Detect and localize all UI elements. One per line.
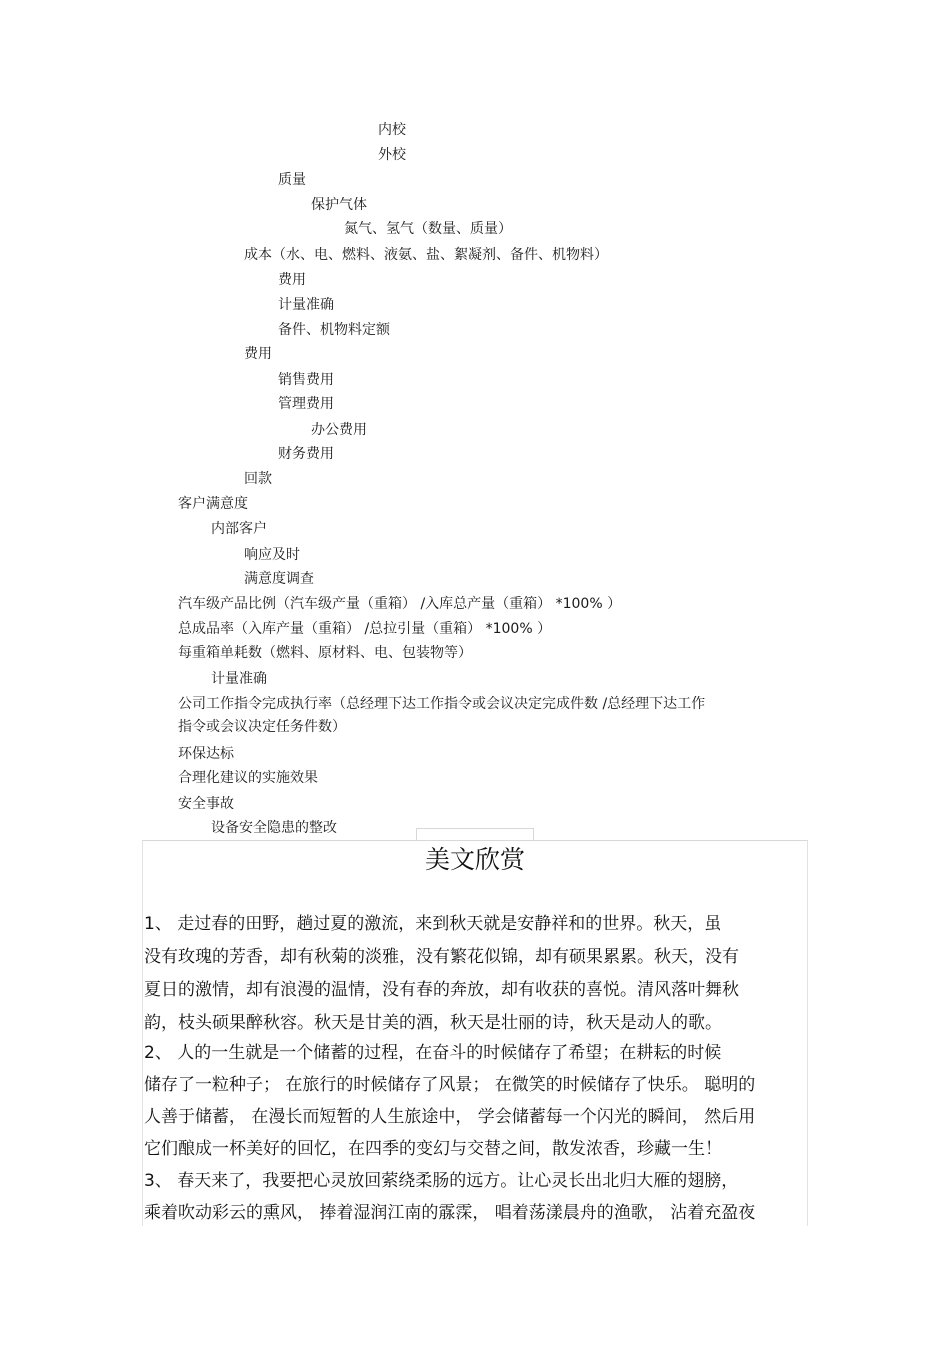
- outline-item-auto-grade-ratio: 汽车级产品比例（汽车级产量（重箱） /入库总产量（重箱） *100% ）: [178, 596, 622, 612]
- essay-line: 夏日的激情，却有浪漫的温情，没有春的奔放，却有收获的喜悦。清风落叶舞秋: [144, 980, 739, 1000]
- outline-item-instruction-completion-rate-cont: 指令或会议决定任务件数）: [178, 719, 346, 735]
- outline-item-expenses: 费用: [244, 346, 272, 362]
- outline-item-metering-accuracy: 计量准确: [278, 297, 334, 313]
- outline-item-management-expense: 管理费用: [278, 396, 334, 412]
- outline-item-quality: 质量: [278, 172, 306, 188]
- essay-line: 韵，枝头硕果醉秋容。秋天是甘美的酒，秋天是壮丽的诗，秋天是动人的歌。: [144, 1013, 722, 1033]
- outline-item-nitrogen-hydrogen: 氮气、氢气（数量、质量）: [344, 221, 512, 237]
- essay-title: 美文欣赏: [424, 845, 525, 874]
- outline-item-metering-accuracy-2: 计量准确: [211, 671, 267, 687]
- essay-line: 乘着吹动彩云的熏风， 捧着湿润江南的霡霂， 唱着荡漾晨舟的渔歌， 沾着充盈夜: [144, 1203, 756, 1223]
- outline-item-safety-accidents: 安全事故: [178, 796, 234, 812]
- outline-item-instruction-completion-rate: 公司工作指令完成执行率（总经理下达工作指令或会议决定完成件数 /总经理下达工作: [178, 696, 706, 712]
- essay-line: 1、 走过春的田野，趟过夏的激流，来到秋天就是安静祥和的世界。秋天，虽: [144, 914, 722, 934]
- outline-item-financial-expense: 财务费用: [278, 446, 334, 462]
- outline-item-external-calibration: 外校: [378, 147, 406, 163]
- essay-line: 没有玫瑰的芳香，却有秋菊的淡雅，没有繁花似锦，却有硕果累累。秋天，没有: [144, 947, 739, 967]
- outline-item-office-expense: 办公费用: [311, 422, 367, 438]
- outline-item-customer-satisfaction: 客户满意度: [178, 496, 248, 512]
- outline-item-sales-expense: 销售费用: [278, 372, 334, 388]
- outline-item-hazard-rectification: 设备安全隐患的整改: [211, 820, 337, 836]
- essay-line: 2、 人的一生就是一个储蓄的过程，在奋斗的时候储存了希望；在耕耘的时候: [144, 1043, 722, 1063]
- outline-item-cost-expense: 费用: [278, 272, 306, 288]
- outline-item-satisfaction-survey: 满意度调查: [244, 571, 314, 587]
- outline-item-internal-customer: 内部客户: [211, 521, 267, 537]
- essay-line: 人善于储蓄， 在漫长而短暂的人生旅途中， 学会储蓄每一个闪光的瞬间， 然后用: [144, 1107, 756, 1127]
- outline-item-cost: 成本（水、电、燃料、液氨、盐、絮凝剂、备件、机物料）: [244, 247, 608, 263]
- outline-item-timely-response: 响应及时: [244, 547, 300, 563]
- outline-item-spare-parts-quota: 备件、机物料定额: [278, 322, 390, 338]
- outline-item-payment-collection: 回款: [244, 471, 272, 487]
- outline-item-protective-gas: 保护气体: [311, 197, 367, 213]
- essay-line: 3、 春天来了，我要把心灵放回萦绕柔肠的远方。让心灵长出北归大雁的翅膀，: [144, 1171, 739, 1191]
- essay-line: 它们酿成一杯美好的回忆，在四季的变幻与交替之间，散发浓香，珍藏一生！: [144, 1139, 722, 1159]
- outline-item-total-yield: 总成品率（入库产量（重箱） /总拉引量（重箱） *100% ）: [178, 621, 552, 637]
- outline-item-internal-calibration: 内校: [378, 122, 406, 138]
- outline-item-rationalization-proposals: 合理化建议的实施效果: [178, 770, 318, 786]
- outline-item-environmental-compliance: 环保达标: [178, 746, 234, 762]
- essay-line: 储存了一粒种子； 在旅行的时候储存了风景； 在微笑的时候储存了快乐。 聪明的: [144, 1075, 756, 1095]
- outline-item-unit-consumption: 每重箱单耗数（燃料、原材料、电、包装物等）: [178, 645, 472, 661]
